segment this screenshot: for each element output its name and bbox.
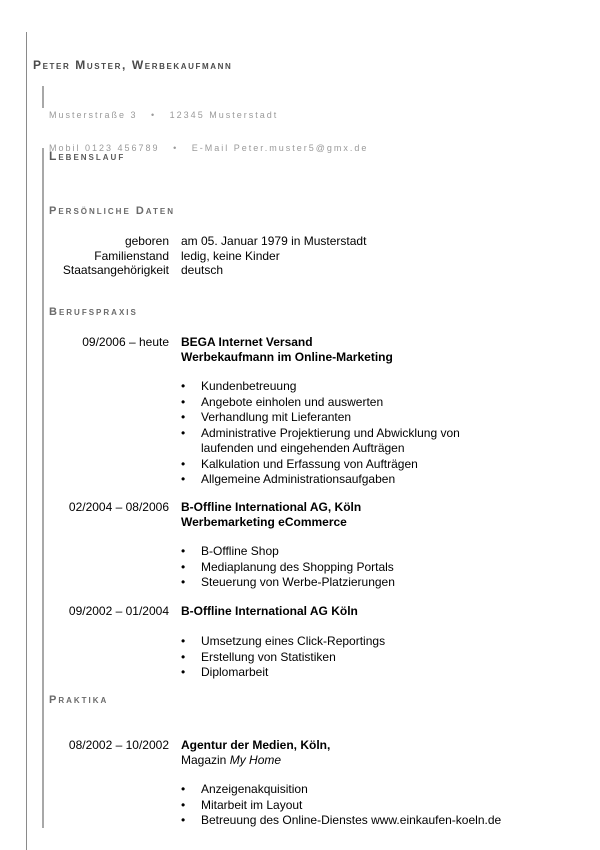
job-period: 02/2004 – 08/2006	[68, 500, 169, 514]
magazin-title: My Home	[229, 752, 282, 767]
content-rule	[42, 148, 44, 828]
personal-value: ledig, keine Kinder	[181, 248, 280, 263]
list-item: • Kundenbetreuung	[181, 379, 460, 395]
job-company: B-Offline International AG Köln	[181, 604, 358, 618]
job-period: 09/2002 – 01/2004	[68, 604, 169, 618]
list-item: • Verhandlung mit Lieferanten	[181, 410, 460, 426]
list-item: • Steuerung von Werbe-Platzierungen	[181, 575, 395, 591]
section-title-berufspraxis: Berufspraxis	[49, 306, 138, 318]
list-item: • B-Offline Shop	[181, 544, 395, 560]
personal-label: Familienstand	[94, 248, 169, 263]
job-tasks-1	[181, 379, 460, 488]
section-title-praktika: Praktika	[49, 694, 109, 706]
list-item: • Betreuung des Online-Dienstes www.einkaufen-koeln.de	[181, 813, 501, 829]
list-item: • Anzeigenakquisition	[181, 782, 501, 798]
job-company: B-Offline International AG, Köln	[181, 500, 362, 514]
job-company: BEGA Internet Versand	[181, 335, 313, 349]
page-margin-rule	[26, 32, 27, 850]
list-item: • Administrative Projektierung und Abwicklung von laufenden und eingehenden Aufträgen	[181, 426, 460, 457]
job-period: 09/2006 – heute	[82, 335, 169, 349]
personal-label: Staatsangehörigkeit	[62, 263, 169, 277]
list-item: • Mitarbeit im Layout	[181, 798, 501, 814]
internship-period: 08/2002 – 10/2002	[68, 738, 169, 752]
contact-phone-email: Mobil 0123 456789 • E-Mail Peter.muster5@gmx.de	[49, 143, 369, 153]
list-item: • Diplomarbeit	[181, 665, 385, 681]
list-item: • Umsetzung eines Click-Reportings	[181, 634, 385, 650]
list-item: • Allgemeine Administrationsaufgaben	[181, 472, 460, 488]
job-tasks-3	[181, 634, 385, 681]
job-role: Werbekaufmann im Online-Marketing	[181, 349, 393, 364]
list-item: • Mediaplanung des Shopping Portals	[181, 560, 395, 576]
list-item: • Angebote einholen und auswerten	[181, 395, 460, 411]
section-title-persoenliche-daten: Persönliche Daten	[49, 205, 175, 217]
internship-magazin: Magazin My Home	[181, 752, 282, 767]
contact-rule	[42, 86, 44, 108]
list-item: • Erstellung von Statistiken	[181, 650, 385, 666]
personal-value: am 05. Januar 1979 in Musterstadt	[181, 234, 367, 248]
internship-tasks	[181, 782, 501, 829]
section-title-lebenslauf: Lebenslauf	[49, 149, 126, 163]
internship-company: Agentur der Medien, Köln,	[181, 738, 331, 752]
job-tasks-2	[181, 544, 395, 591]
cv-name-heading: Peter Muster, Werbekaufmann	[33, 58, 233, 72]
list-item: • Kalkulation und Erfassung von Aufträgen	[181, 457, 460, 473]
contact-address: Musterstraße 3 • 12345 Musterstadt	[49, 110, 279, 120]
personal-label: geboren	[124, 234, 169, 248]
job-role: Werbemarketing eCommerce	[181, 514, 347, 529]
personal-value: deutsch	[181, 263, 224, 277]
